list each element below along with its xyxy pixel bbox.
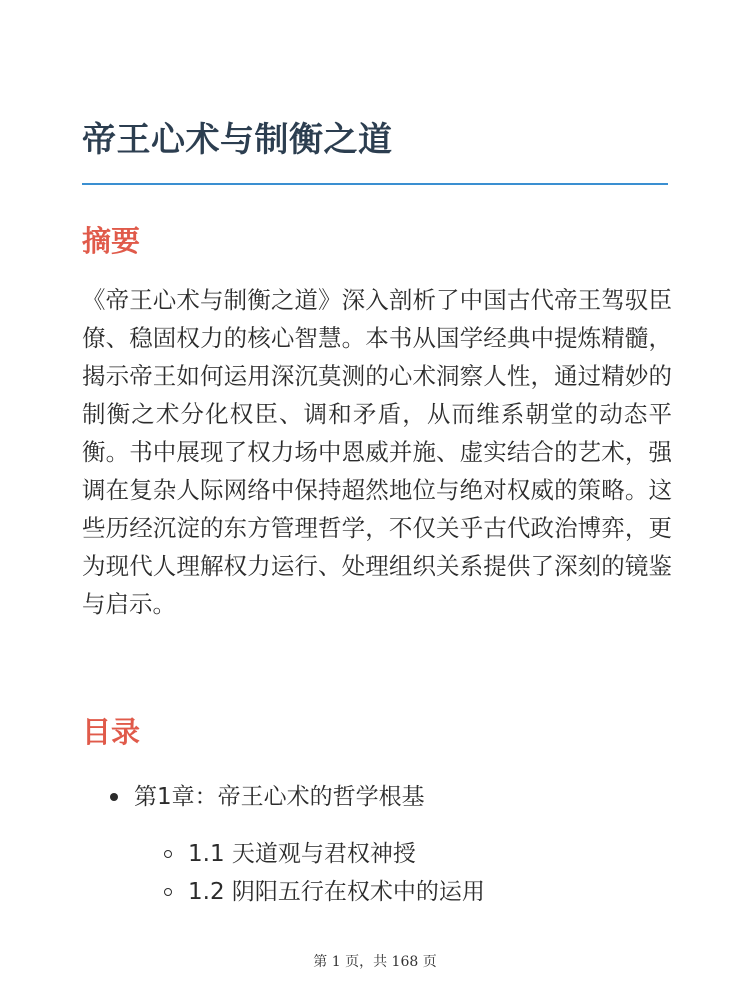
summary-heading: 摘要 [82, 224, 141, 258]
toc-chapter-item[interactable] [82, 778, 668, 816]
bullet-circle-icon [164, 888, 172, 896]
toc-section-item[interactable] [82, 873, 668, 911]
bullet-circle-icon [164, 850, 172, 858]
toc-list [82, 778, 668, 816]
title-divider [82, 183, 668, 185]
summary-paragraph: 《帝王心术与制衡之道》深入剖析了中国古代帝王驾驭臣僚、稳固权力的核心智慧。本书从国学经典中提炼精髓，揭示帝王如何运用深沉莫测的心术洞察人性，通过精妙的制衡之术分化权臣、调和矛盾，从而维系朝堂的动态平衡。书中展现了权力场中恩威并施、虚实结合的艺术，强调在复杂人际网络中保持超然地位与绝对权威的策略。这些历经沉淀的东方管理哲学，不仅关乎古代政治博弈，更为现代人理解权力运行、处理组织关系提供了深刻的镜鉴与启示。 [82, 286, 672, 618]
toc-heading: 目录 [82, 715, 141, 749]
document-title: 帝王心术与制衡之道 [82, 120, 393, 160]
toc-chapter-label: 第1章：帝王心术的哲学根基 [134, 784, 425, 810]
toc-sublist [82, 835, 668, 911]
toc-section-label: 1.1 天道观与君权神授 [188, 841, 416, 867]
document-page [82, 0, 672, 1000]
bullet-disc-icon [110, 793, 118, 801]
toc-section-item[interactable] [82, 835, 668, 873]
page-footer: 第 1 页，共 168 页 [313, 954, 437, 970]
toc-section-label: 1.2 阴阳五行在权术中的运用 [188, 879, 485, 905]
